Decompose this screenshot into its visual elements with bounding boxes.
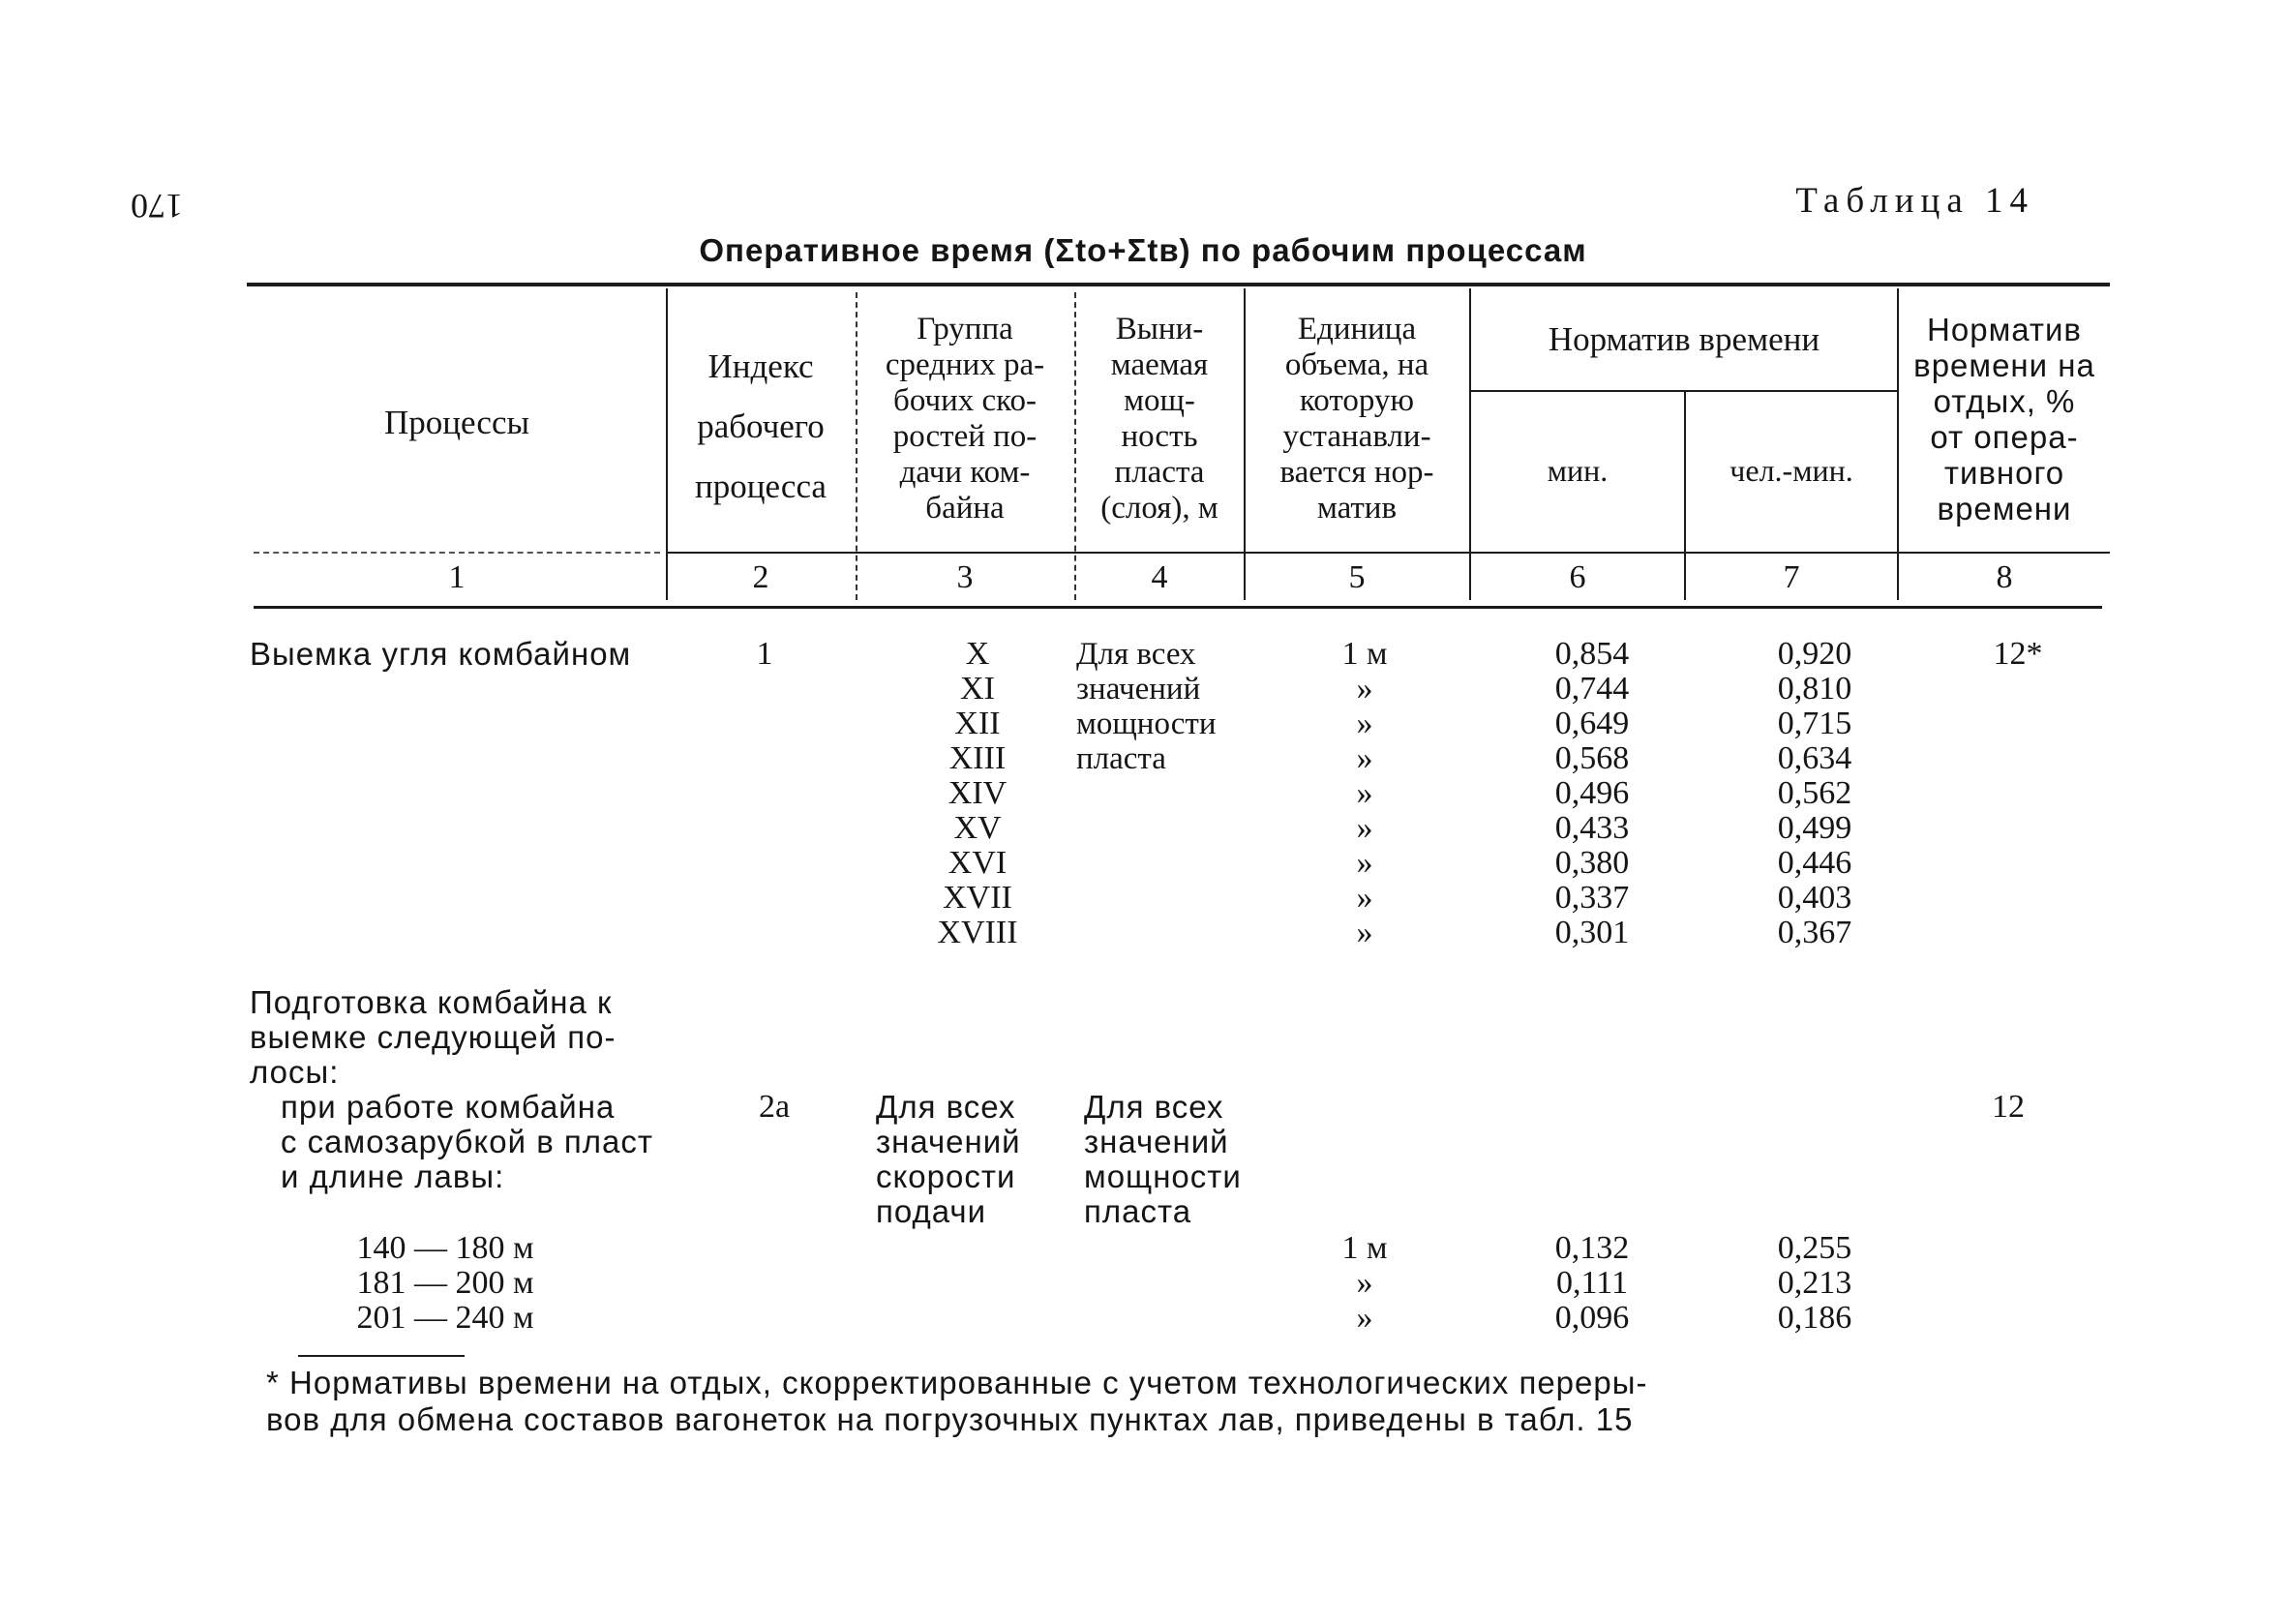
col-number-3: 3 [956, 559, 974, 595]
col-number-1: 1 [448, 559, 466, 595]
header-seam-thickness: Выни- маемая мощ- ность пласта (слоя), м [1100, 312, 1218, 526]
s1-speed-groups: X XI XII XIII XIV XV XVI XVII XVIII [937, 636, 1018, 950]
s1-min: 0,854 0,744 0,649 0,568 0,496 0,433 0,380 0,337 0,301 [1554, 636, 1630, 950]
header-min: мин. [1547, 453, 1609, 488]
s2-min: 0,132 0,111 0,096 [1554, 1230, 1630, 1336]
header-number-rule [668, 552, 2110, 554]
s2-index: 2а [758, 1089, 791, 1125]
table-title: Оперативное время (Σtо+Σtв) по рабочим процессам [699, 232, 1587, 268]
header-rest-percent: Норматив времени на отдых, % от опера- тивного времени [1913, 312, 2095, 526]
table-top-rule [247, 283, 2110, 286]
header-bottom-rule [254, 606, 2102, 609]
s1-index: 1 [756, 636, 773, 672]
col-number-4: 4 [1151, 559, 1168, 595]
col-number-7: 7 [1783, 559, 1800, 595]
header-index: Индекс рабочего процесса [695, 347, 827, 505]
s2-process: Подготовка комбайна к выемке следующей по- лосы: [250, 984, 617, 1090]
s2-rest: 12 [1992, 1089, 2025, 1125]
s2-thickness: Для всех значений мощности пласта [1084, 1089, 1242, 1229]
s1-thickness: Для всех значений мощности пласта [1076, 637, 1217, 776]
header-dashed-rule [254, 552, 660, 554]
header-processes: Процессы [384, 404, 529, 441]
s2-ranges: 140 — 180 м 181 — 200 м 201 — 240 м [356, 1230, 534, 1336]
footnote: * Нормативы времени на отдых, скорректированные с учетом технологических переры- вов для обмена составов вагонеток на погрузочных пунктах лав, приведены в табл. 15 [266, 1365, 1648, 1437]
header-volume-unit: Единица объема, на которую устанавли- вается нор- матив [1279, 312, 1434, 526]
footnote-rule [298, 1355, 465, 1357]
col-number-2: 2 [752, 559, 769, 595]
s1-rest: 12* [1993, 636, 2043, 672]
header-norm-time: Норматив времени [1548, 320, 1820, 358]
header-man-min: чел.-мин. [1730, 453, 1853, 488]
col-number-8: 8 [1996, 559, 2013, 595]
s2-speed-group: Для всех значений скорости подачи [876, 1089, 1021, 1229]
s2-units: 1 м » » [1341, 1230, 1388, 1336]
col-number-6: 6 [1569, 559, 1586, 595]
s2-subprocess: при работе комбайна с самозарубкой в пласт и длине лавы: [281, 1089, 653, 1194]
s1-man-min: 0,920 0,810 0,715 0,634 0,562 0,499 0,446 0,403 0,367 [1777, 636, 1852, 950]
header-speed-group: Группа средних ра- бочих ско- ростей по- дачи ком- байна [885, 312, 1045, 526]
s1-units: 1 м » » » » » » » » [1341, 636, 1388, 950]
table-label: Таблица 14 [1795, 181, 2034, 221]
col-number-5: 5 [1348, 559, 1366, 595]
s1-process: Выемка угля комбайном [250, 636, 632, 672]
page-number: 170 [131, 187, 183, 226]
s2-man-min: 0,255 0,213 0,186 [1777, 1230, 1852, 1336]
